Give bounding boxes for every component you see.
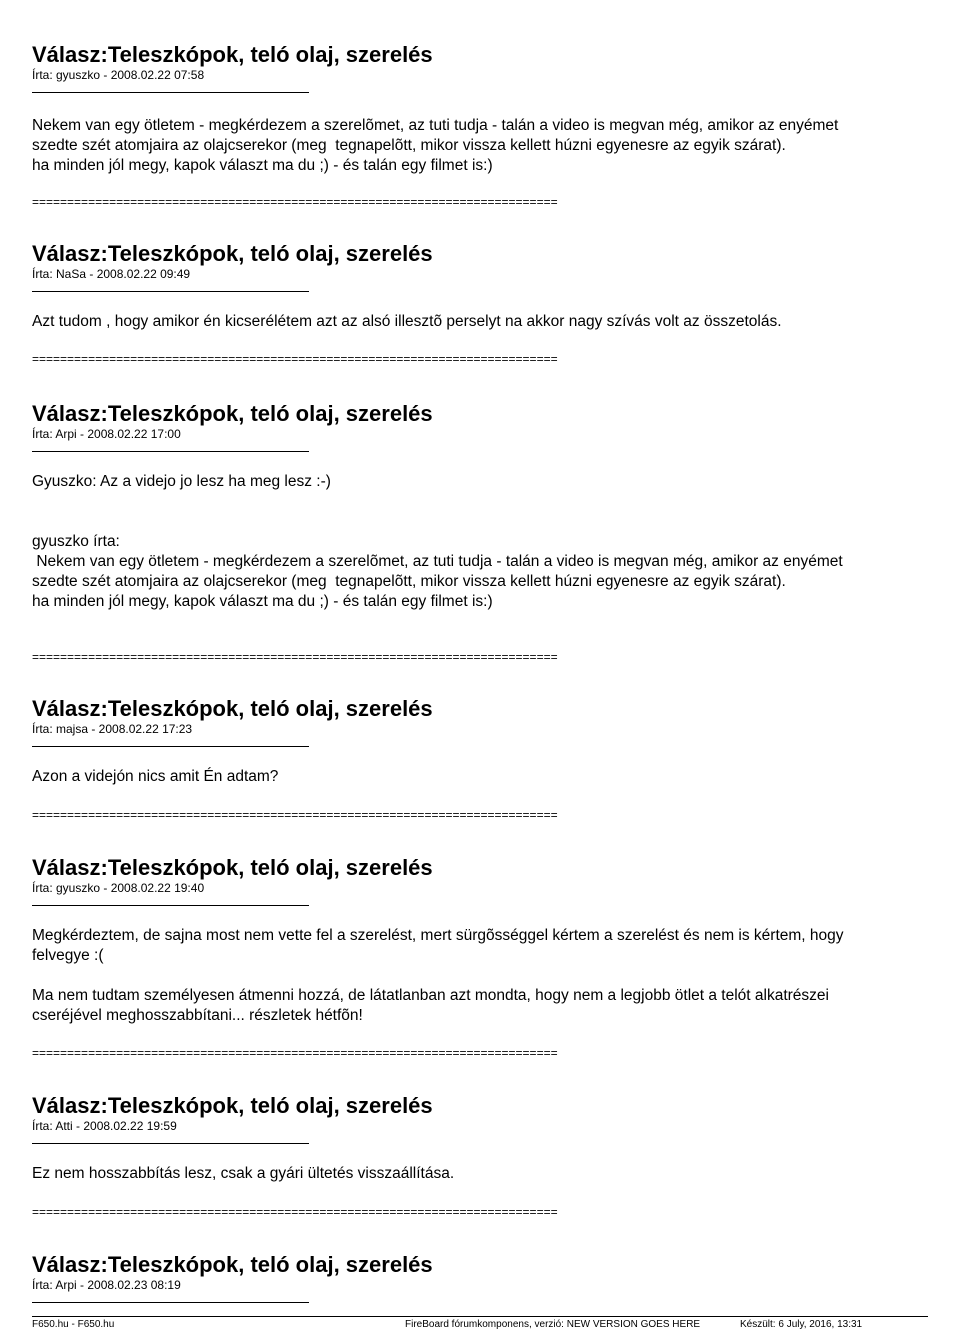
- post-title: Válasz:Teleszkópok, teló olaj, szerelés: [32, 42, 433, 67]
- post-meta: Írta: gyuszko - 2008.02.22 07:58: [32, 68, 205, 82]
- post-divider: [32, 291, 309, 292]
- post-separator: ===========================================================================: [32, 352, 558, 366]
- post-title: Válasz:Teleszkópok, teló olaj, szerelés: [32, 1252, 433, 1277]
- post-meta: Írta: Arpi - 2008.02.22 17:00: [32, 427, 181, 441]
- footer-rule: [32, 1316, 928, 1317]
- forum-post: [32, 401, 932, 612]
- forum-post: [32, 241, 932, 332]
- post-title: Válasz:Teleszkópok, teló olaj, szerelés: [32, 696, 433, 721]
- post-body: Megkérdeztem, de sajna most nem vette fel a szerelést, mert sürgõsséggel kértem a szerelést és nem is kértem, hogy felvegye :( Ma nem tudtam személyesen átmenni hozzá, de látatlanban azt mondta, hogy nem a legjobb ötlet a telót alkatrészei cseréjével meghosszabbítani... részletek hétfõn!: [32, 927, 844, 1024]
- post-body: Ez nem hosszabbítás lesz, csak a gyári ültetés visszaállítása.: [32, 1165, 455, 1182]
- forum-post: [32, 855, 932, 1026]
- post-body: Azon a videjón nics amit Én adtam?: [32, 768, 279, 785]
- footer-software: FireBoard fórumkomponens, verzió: NEW VERSION GOES HERE: [405, 1319, 701, 1330]
- forum-post: [32, 1093, 932, 1184]
- post-body: Azt tudom , hogy amikor én kicserélétem azt az alsó illesztõ perselyt na akkor nagy szívás volt az összetolás.: [32, 313, 782, 330]
- post-body: Gyuszko: Az a videjo jo lesz ha meg lesz :-) gyuszko írta: Nekem van egy ötletem - megkérdezem a szerelõmet, az tuti tudja - talán a video is megvan még, amikor az enyémet szedte szét atomjaira az olajcserekor (meg tegnapelõtt, mikor vissza kellett húzni egyenesre az egyik szárat). ha minden jól megy, kapok választ ma du ;) - és talán egy filmet is:): [32, 473, 843, 610]
- post-divider: [32, 905, 309, 906]
- post-meta: Írta: NaSa - 2008.02.22 09:49: [32, 267, 191, 281]
- post-title: Válasz:Teleszkópok, teló olaj, szerelés: [32, 1093, 433, 1118]
- post-separator: ===========================================================================: [32, 1046, 558, 1060]
- post-meta: Írta: Arpi - 2008.02.23 08:19: [32, 1278, 181, 1292]
- post-divider: [32, 1302, 309, 1303]
- footer-site: F650.hu - F650.hu: [32, 1319, 115, 1330]
- post-divider: [32, 746, 309, 747]
- post-separator: ===========================================================================: [32, 195, 558, 209]
- post-divider: [32, 92, 309, 93]
- footer-generated-date: Készült: 6 July, 2016, 13:31: [740, 1319, 863, 1330]
- forum-post: [32, 696, 932, 787]
- post-separator: ===========================================================================: [32, 650, 558, 664]
- post-separator: ===========================================================================: [32, 1205, 558, 1219]
- post-title: Válasz:Teleszkópok, teló olaj, szerelés: [32, 855, 433, 880]
- post-meta: Írta: gyuszko - 2008.02.22 19:40: [32, 881, 205, 895]
- post-divider: [32, 1143, 309, 1144]
- post-meta: Írta: majsa - 2008.02.22 17:23: [32, 722, 193, 736]
- post-divider: [32, 451, 309, 452]
- post-title: Válasz:Teleszkópok, teló olaj, szerelés: [32, 401, 433, 426]
- post-meta: Írta: Atti - 2008.02.22 19:59: [32, 1119, 177, 1133]
- forum-post: [32, 42, 932, 176]
- post-title: Válasz:Teleszkópok, teló olaj, szerelés: [32, 241, 433, 266]
- post-separator: ===========================================================================: [32, 808, 558, 822]
- page-footer: [0, 1316, 960, 1332]
- post-body: Nekem van egy ötletem - megkérdezem a szerelõmet, az tuti tudja - talán a video is megvan még, amikor az enyémet szedte szét atomjaira az olajcserekor (meg tegnapelõtt, mikor vissza kellett húzni egyenesre az egyik szárat). ha minden jól megy, kapok választ ma du ;) - és talán egy filmet is:): [32, 117, 839, 174]
- forum-post: [32, 1252, 932, 1303]
